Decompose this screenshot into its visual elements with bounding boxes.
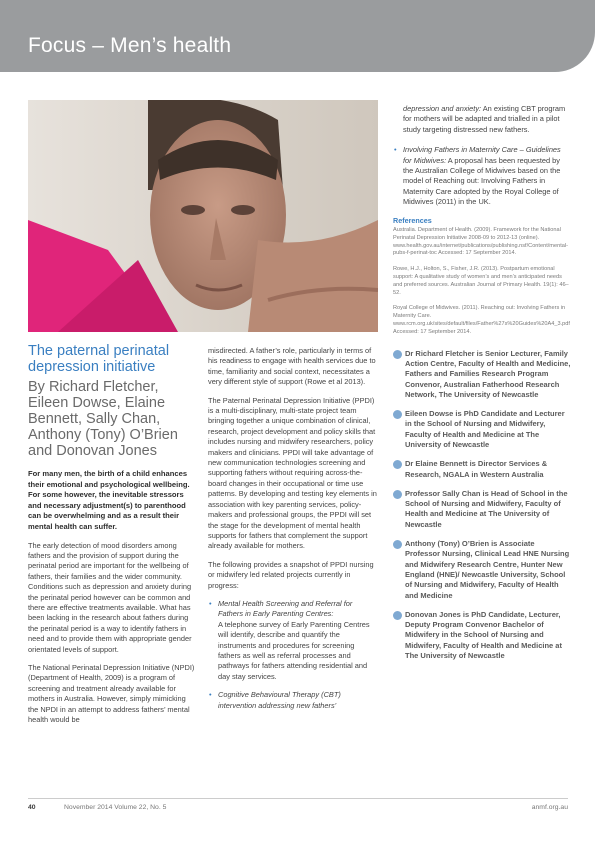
author-bio: Eileen Dowse is PhD Candidate and Lecturer in the School of Nursing and Midwifery, Faculty of Health and Medicine at The University of Newcastle xyxy=(393,409,571,450)
body-paragraph: The early detection of mood disorders among fathers and the provision of support during the perinatal period are important for the wellbeing of fathers, their families and the wider community. Conditions such as depression and anxiety during the perinatal period however can be common and there are effective treatments available. What has been lacking in the research about fathers during the perinatal period is a way to identify fathers in need and to provide them with appropriate gender orientated levels of support. xyxy=(28,540,192,654)
list-item xyxy=(403,145,571,207)
bullet-circle-icon xyxy=(393,460,402,469)
author-bio: Donovan Jones is PhD Candidate, Lecturer, Deputy Program Convenor Bachelor of Midwifery in the School of Nursing and Midwifery, Faculty of Health and Medicine at The University of Newcastle xyxy=(393,610,571,661)
list-item-title: Cognitive Behavioural Therapy (CBT) intervention addressing new fathers’ xyxy=(218,690,341,710)
bullet-circle-icon xyxy=(393,410,402,419)
author-bio: Dr Elaine Bennett is Director Services & Research, NGALA in Western Australia xyxy=(393,459,571,480)
body-paragraph: misdirected. A father’s role, particularly in terms of his readiness to engage with health services due to time, familiarity and social context, necessitates a very different style of support (Rowe et al 2013). xyxy=(208,346,376,387)
author-bio: Professor Sally Chan is Head of School in the School of Nursing and Midwifery, Faculty of Health and Medicine at The University of Newcastle xyxy=(393,489,571,530)
list-item-title: depression and anxiety: xyxy=(403,104,482,113)
man-portrait-photo xyxy=(28,100,378,332)
list-item-body: A telephone survey of Early Parenting Centres will identify, describe and quantify the instruments and procedures for screening fathers as well as referral processes and pathways for fathers attending residential and day stay services. xyxy=(218,619,370,681)
project-list xyxy=(393,145,571,207)
references-heading: References xyxy=(393,215,432,225)
list-item-title: Mental Health Screening and Referral for Fathers in Early Parenting Centres: xyxy=(218,598,353,619)
list-item xyxy=(218,599,378,682)
body-paragraph: The following provides a snapshot of PPDI nursing or midwifery led related projects currently in progress: xyxy=(208,559,374,590)
project-list xyxy=(208,599,378,711)
author-bio: Anthony (Tony) O’Brien is Associate Professor Nursing, Clinical Lead HNE Nursing and Midwifery Research Centre, Hunter New England (HNE)/ Newcastle University, School of Nursing and Midwifery, Faculty of Health and Medicine xyxy=(393,539,571,601)
column-2 xyxy=(208,346,378,719)
list-item-body: An existing CBT program for mothers will be adapted and trialled in a pilot study targeting distressed new fathers. xyxy=(403,104,566,134)
photo-illustration xyxy=(28,100,378,332)
reference-item: Royal College of Midwives. (2011). Reaching out: Involving Fathers in Maternity Care. www.rcm.org.uk/sites/default/files/Father%27s%20Guides%20A4_3.pdf Accessed: 17 September 2014. xyxy=(393,305,570,335)
bullet-circle-icon xyxy=(393,611,402,620)
article-standfirst: For many men, the birth of a child enhances their emotional and psychological wellbeing. For some however, the inevitable stressors and necessary adjustment(s) to parenthood can be overwhelming and as a result their mental health can suffer. xyxy=(28,469,190,531)
list-item-continued xyxy=(393,104,571,135)
section-title: Focus – Men’s health xyxy=(28,34,232,57)
issue-info: November 2014 Volume 22, No. 5 xyxy=(64,804,167,811)
list-item-body: A proposal has been requested by the Australian College of Midwives based on the model of Reaching out: Involving Fathers in Maternity Care adopted by the Royal College of Midwives (2011) in the UK. xyxy=(403,155,561,207)
bullet-circle-icon xyxy=(393,490,402,499)
bullet-circle-icon xyxy=(393,350,402,359)
footer-divider xyxy=(28,798,568,799)
article-title: The paternal perinatal depression initiative xyxy=(28,343,170,375)
author-bio: Dr Richard Fletcher is Senior Lecturer, Family Action Centre, Faculty of Health and Medicine, Fathers and Families Research Program Convenor, Australian Fatherhood Research Network, The University of Newcastle xyxy=(393,349,571,400)
bullet-circle-icon xyxy=(393,540,402,549)
column-3 xyxy=(393,104,571,670)
body-paragraph: The National Perinatal Depression Initiative (NPDI) (Department of Health, 2009) is a program of screening and treatment already available for mothers in Australia. However, simply mimicking the NPDI in an attempt to address fathers’ mental health would be xyxy=(28,663,195,725)
column-1 xyxy=(28,343,198,733)
reference-item: Australia. Department of Health. (2009). Framework for the National Perinatal Depression Initiative 2008-09 to 2012-13 (online). www.health.gov.au/internet/publications/publishing.nsf/Content/mental-pubs-f-perinat-toc Accessed: 17 September 2014. xyxy=(393,227,568,257)
list-item-title: Involving Fathers in Maternity Care – Guidelines for Midwives: xyxy=(403,145,561,165)
page-number: 40 xyxy=(28,804,36,811)
article-authors: By Richard Fletcher, Eileen Dowse, Elaine Bennett, Sally Chan, Anthony (Tony) O’Brien and Donovan Jones xyxy=(28,379,178,459)
body-paragraph: The Paternal Perinatal Depression Initiative (PPDI) is a multi-disciplinary, multi-state project team bringing together a unique combination of clinical, research, project development and policy skills that includes nursing and midwifery researchers, policy makers and clinicians. PPDI will take advantage of new communication technologies screening and supporting fathers without requiring across-the-board changes in their occupational or time use patterns. By developing and testing key elements in association with key parenting services, policy-makers and professional groups, the PPDI will set the stage for the development of mental health supports for fathers that complement the support already available for mothers. xyxy=(208,395,377,551)
website-link[interactable]: anmf.org.au xyxy=(531,804,568,811)
reference-item: Rowe, H.J., Holton, S., Fisher, J.R. (2013). Postpartum emotional support: A qualitative study of women’s and men’s anticipated needs and preferred sources. Australian Journal of Primary Health. 19(1): 46–52. xyxy=(393,266,569,296)
list-item xyxy=(218,690,378,711)
